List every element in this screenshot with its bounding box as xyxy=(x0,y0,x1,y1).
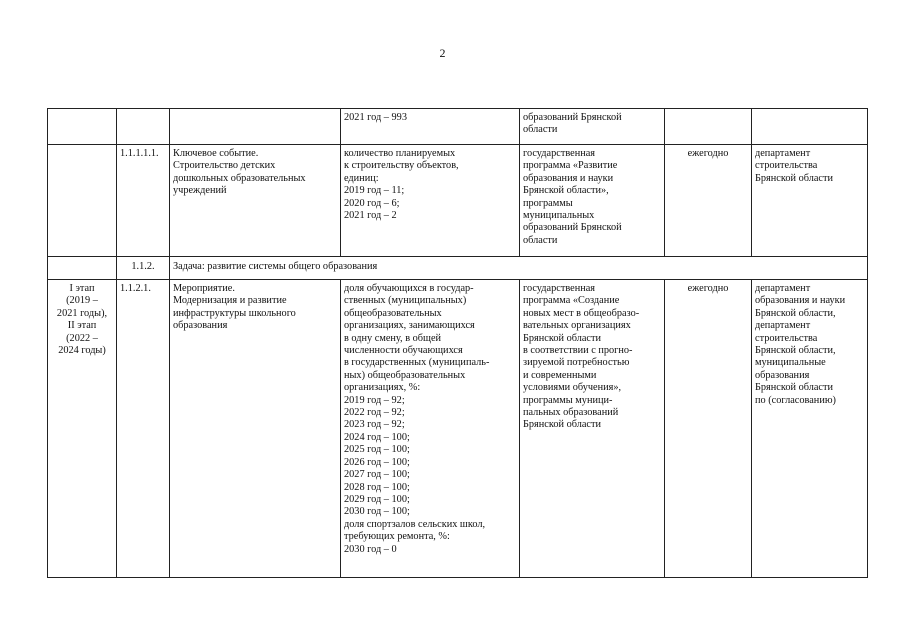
cell-line: программы муници- xyxy=(523,394,613,406)
cell-line: образования xyxy=(755,369,810,381)
cell-line: 2024 годы) xyxy=(58,345,106,357)
cell-line: пальных образований xyxy=(523,407,619,419)
cell-line: к строительству объектов, xyxy=(344,160,459,172)
name-cell xyxy=(170,145,341,257)
cell-line: образований Брянской xyxy=(523,222,622,234)
cell-line: условиями обучения», xyxy=(523,382,622,394)
program-cell xyxy=(520,280,665,578)
cell-line: (2022 – xyxy=(66,332,98,344)
frequency-cell: ежегодно xyxy=(665,145,752,257)
cell-line: образования и науки xyxy=(523,172,614,184)
cell-line: по (согласованию) xyxy=(755,394,836,406)
cell-line: Брянской области, xyxy=(755,307,836,319)
program-cell xyxy=(520,145,665,257)
cell-line: доля обучающихся в государ- xyxy=(344,283,474,294)
cell-line: численности обучающихся xyxy=(344,345,463,357)
cell-line: инфраструктуры школьного xyxy=(173,307,296,319)
stage-cell xyxy=(48,280,117,578)
cell-line: области xyxy=(523,234,558,246)
cell-line: Брянской области, xyxy=(755,345,836,357)
cell-line: 2029 год – 100; xyxy=(344,493,410,505)
cell-line: учреждений xyxy=(173,185,227,197)
cell-line: департамент xyxy=(755,283,811,294)
cell-line: департамент xyxy=(755,320,811,332)
cell-line: Строительство детских xyxy=(173,160,276,172)
cell-line: 2019 год – 92; xyxy=(344,394,405,406)
program-cell xyxy=(520,109,665,145)
executor-cell xyxy=(752,145,868,257)
cell-line: Брянской области xyxy=(755,382,834,394)
cell-line: 2022 год – 92; xyxy=(344,407,405,419)
cell-line: строительства xyxy=(755,160,818,172)
cell-line: области xyxy=(523,124,558,136)
indicator-cell xyxy=(341,109,520,145)
cell-line: количество планируемых xyxy=(344,148,456,159)
cell-line: вательных организациях xyxy=(523,320,631,332)
cell-line: 2021 годы), xyxy=(56,307,108,319)
indicator-cell xyxy=(341,145,520,257)
cell-line: 2025 год – 100; xyxy=(344,444,410,456)
plan-table xyxy=(47,108,868,578)
page-number: 2 xyxy=(439,46,446,60)
cell-line: образования и науки xyxy=(755,295,846,307)
cell-line: Мероприятие. xyxy=(173,283,235,294)
table-row-task xyxy=(48,257,868,280)
cell-line: новых мест в общеобразо- xyxy=(523,307,640,319)
cell-line: 2027 год – 100; xyxy=(344,469,410,481)
cell-line: муниципальные xyxy=(755,357,826,369)
cell-line: 2023 год – 92; xyxy=(344,419,405,431)
cell-line: (2019 – xyxy=(66,295,98,307)
cell-line: программа «Развитие xyxy=(523,160,618,172)
cell-line: 2030 год – 0 xyxy=(344,543,397,555)
cell-line: организациях, занимающихся xyxy=(344,320,475,332)
cell-line: образований Брянской xyxy=(523,112,622,123)
table-row-continuation xyxy=(48,109,868,145)
cell-line: I этап xyxy=(69,283,95,294)
cell-line: в государственных (муниципаль- xyxy=(344,357,490,369)
cell-line: Брянской области xyxy=(523,419,602,431)
number-cell xyxy=(117,109,170,145)
cell-line: государственная xyxy=(523,148,596,159)
name-cell xyxy=(170,109,341,145)
cell-line: 2021 год – 2 xyxy=(344,210,397,222)
name-cell xyxy=(170,280,341,578)
cell-line: муниципальных xyxy=(523,210,595,222)
cell-line: строительства xyxy=(755,332,818,344)
cell-line: образования xyxy=(173,320,228,332)
frequency-cell: ежегодно xyxy=(665,280,752,578)
indicator-cell xyxy=(341,280,520,578)
table-row-key-event xyxy=(48,145,868,257)
cell-line: зируемой потребностью xyxy=(523,357,630,369)
cell-line: ных) общеобразовательных xyxy=(344,369,466,381)
cell-line: доля спортзалов сельских школ, xyxy=(344,518,486,530)
cell-line: Брянской области», xyxy=(523,185,609,197)
cell-line: 2020 год – 6; xyxy=(344,197,400,209)
cell-line: Ключевое событие. xyxy=(173,148,259,159)
stage-cell xyxy=(48,109,117,145)
cell-line: Брянской области xyxy=(755,172,834,184)
cell-line: II этап xyxy=(67,320,97,332)
executor-cell xyxy=(752,280,868,578)
cell-line: государственная xyxy=(523,283,596,294)
number-cell: 1.1.1.1.1. xyxy=(117,145,170,257)
table-row-measure xyxy=(48,280,868,578)
cell-line: организациях, %: xyxy=(344,382,421,394)
cell-line: 2028 год – 100; xyxy=(344,481,410,493)
cell-line: Брянской области xyxy=(523,332,602,344)
number-cell: 1.1.2.1. xyxy=(117,280,170,578)
cell-line: 2026 год – 100; xyxy=(344,456,410,468)
task-cell: Задача: развитие системы общего образования xyxy=(170,257,868,280)
cell-line: в соответствии с прогно- xyxy=(523,345,633,357)
number-cell: 1.1.2. xyxy=(117,257,170,280)
stage-cell xyxy=(48,145,117,257)
cell-line: программа «Создание xyxy=(523,295,620,307)
cell-line: Модернизация и развитие xyxy=(173,295,287,307)
executor-cell xyxy=(752,109,868,145)
stage-cell xyxy=(48,257,117,280)
cell-line: 2024 год – 100; xyxy=(344,431,410,443)
cell-line: общеобразовательных xyxy=(344,307,442,319)
cell-line: 2019 год – 11; xyxy=(344,185,405,197)
cell-line: департамент xyxy=(755,148,811,159)
cell-line: требующих ремонта, %: xyxy=(344,531,450,543)
cell-line: 2021 год – 993 xyxy=(344,112,407,123)
cell-line: дошкольных образовательных xyxy=(173,172,306,184)
cell-line: и современными xyxy=(523,369,597,381)
frequency-cell xyxy=(665,109,752,145)
cell-line: единиц: xyxy=(344,172,379,184)
cell-line: в одну смену, в общей xyxy=(344,332,442,344)
cell-line: 2030 год – 100; xyxy=(344,506,410,518)
cell-line: программы xyxy=(523,197,573,209)
cell-line: ственных (муниципальных) xyxy=(344,295,467,307)
